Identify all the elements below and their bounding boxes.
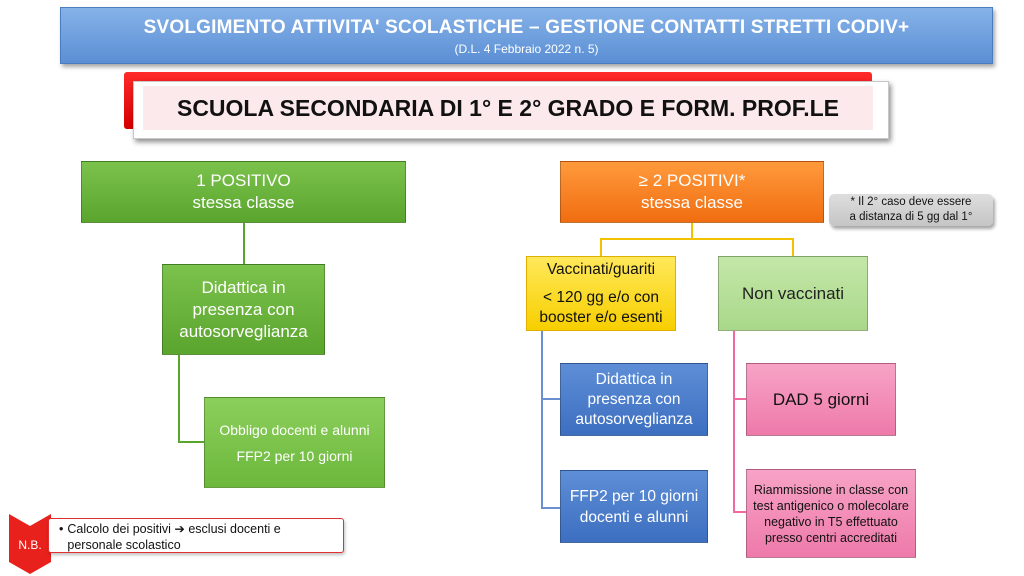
left-activity-box (162, 264, 325, 355)
unvaccinated-box (718, 256, 868, 331)
connector-left-root (243, 223, 245, 265)
left-activity-text: Didattica in presenza con autosorveglianza (179, 277, 308, 341)
nb-bullet: • (59, 522, 64, 536)
nb-text-wrap (67, 521, 337, 553)
header-banner (60, 7, 993, 64)
one-positive-subtitle: stessa classe (192, 193, 295, 212)
arrow-right-icon: ➔ (174, 522, 185, 536)
header-title: SVOLGIMENTO ATTIVITA' SCOLASTICHE – GESTIONE CONTATTI STRETTI CODIV+ (143, 17, 910, 38)
readmission-text: Riammissione in classe con test antigenico o molecolare negativo in T5 effettuato presso centri accreditati (753, 482, 909, 545)
left-obligation-line1: Obbligo docenti e alunni (219, 421, 370, 438)
nb-text-part2: esclusi docenti e personale scolastico (67, 522, 281, 552)
one-positive-title: 1 POSITIVO (196, 171, 291, 190)
nb-label: N.B. (18, 538, 42, 552)
two-positives-title: ≥ 2 POSITIVI* (638, 171, 746, 190)
dad-box (746, 363, 896, 436)
left-obligation-line2: FFP2 per 10 giorni (236, 447, 353, 464)
school-level-title: SCUOLA SECONDARIA DI 1° E 2° GRADO E FORM. PROF.LE (176, 94, 840, 121)
connector-vaccinated-to-ffp2 (541, 507, 561, 509)
vaccinated-ffp2-text: FFP2 per 10 giorni docenti e alunni (569, 487, 699, 526)
connector-unvaccinated-to-readmission (733, 511, 747, 513)
vaccinated-title: Vaccinati/guariti (546, 260, 656, 278)
connector-vaccinated-vertical (541, 330, 543, 508)
connector-left-vertical (178, 354, 180, 442)
header-subtitle: (D.L. 4 Febbraio 2022 n. 5) (454, 42, 599, 56)
nb-text-part1: Calcolo dei positivi (67, 522, 175, 536)
vaccinated-activity-text: Didattica in presenza con autosorveglianza (575, 370, 693, 428)
vaccinated-ffp2-box (560, 470, 708, 543)
two-positives-subtitle: stessa classe (640, 193, 744, 212)
nb-bullet-item (59, 521, 337, 553)
connector-right-right-drop (792, 238, 794, 257)
connector-right-left-drop (600, 238, 602, 257)
readmission-box (746, 469, 916, 558)
vaccinated-activity-box (560, 363, 708, 436)
connector-left-horizontal (178, 441, 205, 443)
one-positive-box (81, 161, 406, 223)
two-positives-box (560, 161, 824, 223)
connector-right-root (691, 222, 693, 239)
note-line2: a distanza di 5 gg dal 1° (849, 211, 973, 223)
connector-unvaccinated-to-dad (733, 398, 747, 400)
vaccinated-condition: < 120 gg e/o con booster e/o esenti (539, 288, 663, 326)
vaccinated-box (526, 256, 676, 331)
unvaccinated-text: Non vaccinati (741, 283, 845, 303)
note-line1: * Il 2° caso deve essere (850, 196, 972, 208)
left-obligation-box (204, 397, 385, 488)
connector-vaccinated-to-activity (541, 398, 561, 400)
dad-text: DAD 5 giorni (772, 389, 870, 409)
connector-unvaccinated-vertical (733, 330, 735, 512)
second-case-note (829, 194, 993, 226)
nb-note-box (48, 518, 344, 553)
connector-right-split (600, 238, 794, 240)
